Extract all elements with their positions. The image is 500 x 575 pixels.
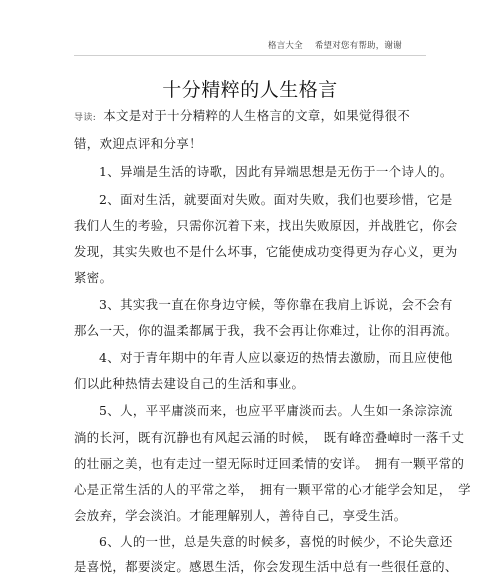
intro-line-2: 错，欢迎点评和分享！	[74, 136, 202, 151]
paragraph-line: 发现，其实失败也不是什么坏事，它能使成功变得更为存心义，更为	[74, 244, 458, 259]
paragraph-line: 心是正常生活的人的平常之举， 拥有一颗平常的心才能学会知足， 学	[74, 482, 471, 497]
paragraph-line: 们以此种热情去建设自己的生活和事业。	[74, 376, 305, 391]
paragraph-line: 我们人生的考验，只需你沉着下来，找出失败原因，并战胜它，你会	[74, 218, 458, 233]
paragraph-line: 6、人的一世，总是失意的时候多，喜悦的时候少，不论失意还	[99, 534, 453, 549]
paragraph-line: 淌的长河，既有沉静也有风起云涌的时候， 既有峰峦叠嶂时一落千丈	[74, 430, 465, 445]
paragraph-line: 5、人，平平庸淡而来，也应平平庸淡而去。人生如一条淙淙流	[99, 403, 453, 418]
paragraph-line: 那么一天，你的温柔都属于我，我不会再让你难过，让你的泪再流。	[74, 323, 458, 338]
page-header	[268, 39, 402, 51]
paragraph-line: 是喜悦，都要淡定。感恩生活，你会发现生活中总有一些很任意的、	[74, 559, 458, 574]
header-site-name: 格言大全	[268, 41, 303, 51]
intro-label: 导读:	[74, 113, 97, 123]
paragraph-line: 4、对于青年期中的年青人应以豪迈的热情去激励，而且应使他	[99, 350, 453, 365]
header-divider	[74, 55, 426, 56]
header-note: 希望对您有帮助，谢谢	[314, 41, 402, 51]
paragraph-line: 紧密。	[74, 270, 113, 285]
intro-line-1	[74, 106, 410, 124]
paragraph-line: 3、其实我一直在你身边守候，等你靠在我肩上诉说，会不会有	[99, 297, 453, 312]
paragraph-line: 的壮丽之美，也有走过一望无际时迂回柔情的安详。 拥有一颗平常的	[74, 456, 465, 471]
intro-text-1: 本文是对于十分精粹的人生格言的文章，如果觉得很不	[103, 108, 411, 123]
paragraph-line: 1、异端是生活的诗歌，因此有异端思想是无伤于一个诗人的。	[99, 164, 453, 179]
paragraph-line: 会放弃，学会淡泊。才能理解别人，善待自己，享受生活。	[74, 508, 407, 523]
paragraph-line: 2、面对生活，就要面对失败。面对失败，我们也要珍惜，它是	[99, 192, 453, 207]
page-title: 十分精粹的人生格言	[162, 79, 338, 101]
